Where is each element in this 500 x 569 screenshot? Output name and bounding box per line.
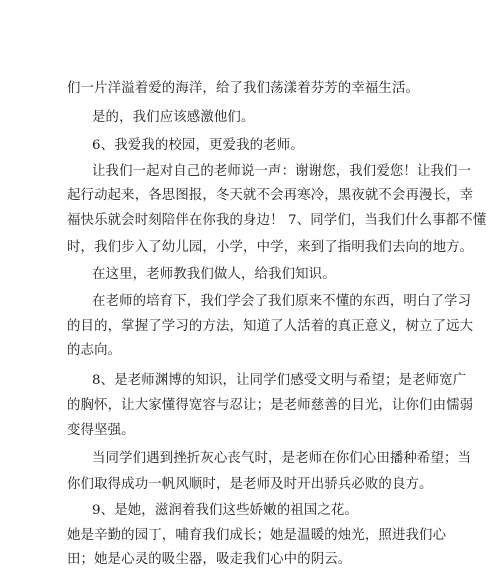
text-line-18: 她是辛勤的园丁，哺育我们成长；她是温暖的烛光，照进我们心 (67, 528, 447, 543)
text-line-11: 的志向。 (67, 343, 122, 358)
text-line-8: 在这里，老师教我们做人，给我们知识。 (92, 267, 336, 282)
text-line-16: 你们取得成功一帆风顺时，是老师及时开出骄兵必败的良方。 (67, 477, 433, 492)
text-line-5: 起行动起来，各思图报，冬天就不会再寒冷，黑夜就不会再漫长，幸 (67, 188, 474, 203)
text-line-13: 的胸怀，让大家懂得宽容与忍让；是老师慈善的目光，让你们由懦弱 (67, 398, 474, 413)
text-line-7: 时，我们步入了幼儿园，小学，中学，来到了指明我们去向的地方。 (67, 240, 474, 255)
text-line-19: 田；她是心灵的吸尘器，吸走我们心中的阴云。 (67, 552, 352, 567)
text-line-4: 让我们一起对自己的老师说一声：谢谢您，我们爱您！让我们一 (92, 164, 472, 179)
text-line-1: 们一片洋溢着爱的海洋，给了我们荡漾着芬芳的幸福生活。 (67, 81, 420, 96)
text-line-12: 8、是老师渊博的知识，让同学们感受文明与希望；是老师宽广 (92, 373, 467, 388)
text-line-9: 在老师的培育下，我们学会了我们原来不懂的东西，明白了学习 (92, 294, 472, 309)
text-line-2: 是的，我们应该感激他们。 (92, 110, 255, 125)
text-line-10: 的目的，掌握了学习的方法，知道了人活着的真正意义，树立了远大 (67, 319, 474, 334)
text-line-15: 当同学们遇到挫折灰心丧气时，是老师在你们心田播种希望；当 (92, 451, 472, 466)
text-line-14: 变得坚强。 (67, 423, 135, 438)
text-line-6: 福快乐就会时刻陪伴在你我的身边！ 7、同学们，当我们什么事都不懂 (67, 213, 487, 228)
text-line-17: 9、是她，滋润着我们这些娇嫩的祖国之花。 (92, 503, 358, 518)
text-line-3: 6、我爱我的校园，更爱我的老师。 (92, 138, 304, 153)
